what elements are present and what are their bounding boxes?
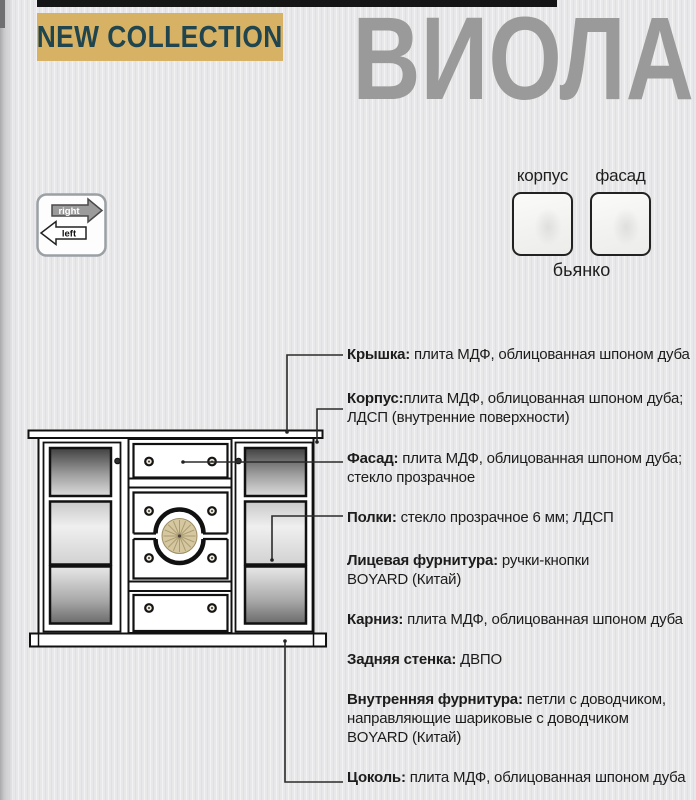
swatch-korpus-label: корпус xyxy=(516,166,569,185)
spec-label: Лицевая фурнитура: xyxy=(347,552,498,569)
spec-cornice xyxy=(347,610,693,629)
finish-name-label: бьянко xyxy=(552,260,611,280)
spec-value: ДВПО xyxy=(456,651,502,668)
swatch-fasad-label: фасад xyxy=(595,166,646,185)
spec-label: Задняя стенка: xyxy=(347,651,457,668)
spec-value: ЛДСП (внутренние поверхности) xyxy=(347,409,570,426)
spec-top-panel xyxy=(347,345,693,364)
spec-label: Карниз: xyxy=(347,611,404,628)
spec-facade xyxy=(347,449,693,487)
spec-value: стекло прозрачное xyxy=(347,469,475,486)
spec-value: плита МДФ, облицованная шпоном дуба xyxy=(410,346,690,363)
new-collection-label: NEW COLLECTION xyxy=(37,19,284,54)
spec-value: стекло прозрачное 6 мм; ЛДСП xyxy=(396,509,614,526)
left-arrow-label: left xyxy=(61,228,77,240)
spec-plinth xyxy=(347,768,693,787)
spec-internal-hardware xyxy=(347,690,693,747)
spec-label: Цоколь: xyxy=(347,769,406,786)
spec-value: плита МДФ, облицованная шпоном дуба; xyxy=(403,390,684,407)
spec-front-hardware xyxy=(347,551,693,589)
spec-value: плита МДФ, облицованная шпоном дуба xyxy=(403,611,683,628)
spec-value: плита МДФ, облицованная шпоном дуба xyxy=(405,769,686,786)
spec-value: направляющие шариковые с доводчиком xyxy=(347,710,629,727)
spec-value: ручки-кнопки xyxy=(497,552,590,569)
page-title: ВИОЛА xyxy=(352,0,694,125)
spec-value: BOYARD (Китай) xyxy=(347,729,462,746)
spec-back-wall xyxy=(347,650,693,669)
spec-label: Фасад: xyxy=(347,450,399,467)
spec-value: BOYARD (Китай) xyxy=(347,571,462,588)
spec-label: Внутренняя фурнитура: xyxy=(347,691,523,708)
spec-value: плита МДФ, облицованная шпоном дуба; xyxy=(398,450,682,467)
right-arrow-label: right xyxy=(58,206,80,217)
spec-shelves xyxy=(347,508,693,527)
spec-value: петли с доводчиком, xyxy=(522,691,666,708)
spec-label: Полки: xyxy=(347,509,397,526)
spec-label: Корпус: xyxy=(347,390,404,407)
spec-body xyxy=(347,389,693,427)
spec-label: Крышка: xyxy=(347,346,411,363)
